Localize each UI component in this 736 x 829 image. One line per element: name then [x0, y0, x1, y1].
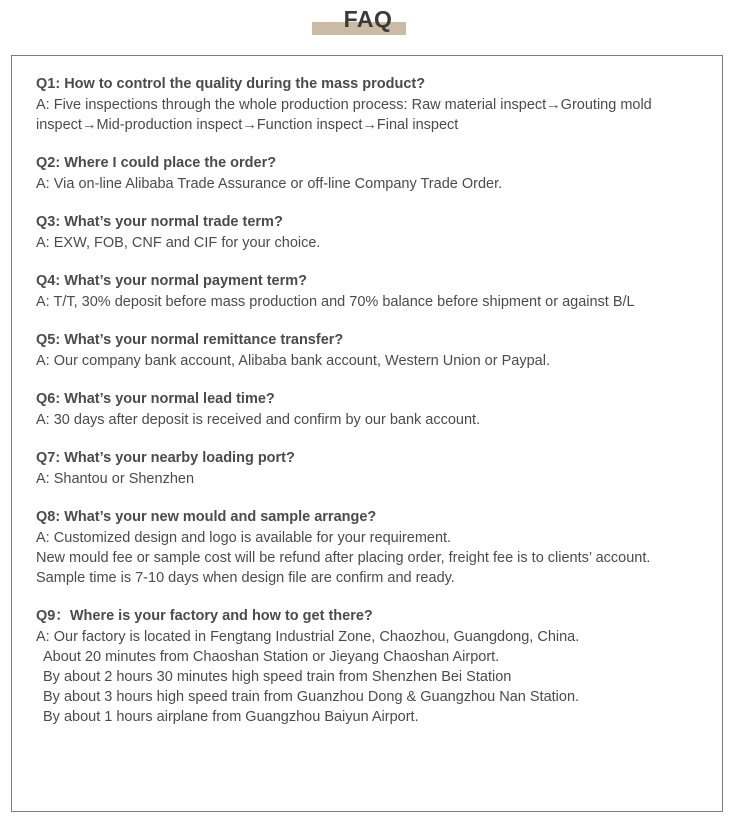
faq-question: Q3: What’s your normal trade term?: [36, 214, 283, 230]
faq-question: Q6: What’s your normal lead time?: [36, 391, 275, 407]
faq-item: [36, 330, 700, 371]
faq-answer: A: EXW, FOB, CNF and CIF for your choice.: [36, 235, 321, 251]
faq-answer: A: T/T, 30% deposit before mass production and 70% balance before shipment or against B/L: [36, 294, 635, 310]
faq-answer: A: Our factory is located in Fengtang Industrial Zone, Chaozhou, Guangdong, China.: [36, 629, 580, 645]
faq-answer: A: Customized design and logo is available for your requirement.: [36, 530, 452, 546]
faq-answer: A: Shantou or Shenzhen: [36, 471, 195, 487]
faq-answer: About 20 minutes from Chaoshan Station or Jieyang Chaoshan Airport.: [43, 649, 500, 665]
faq-list: [36, 74, 700, 727]
faq-answer: New mould fee or sample cost will be refund after placing order, freight fee is to clients’ account.: [36, 550, 651, 566]
faq-question: Q1: How to control the quality during the mass product?: [36, 76, 426, 92]
faq-question: Q9：Where is your factory and how to get there?: [36, 608, 373, 624]
faq-question: Q7: What’s your nearby loading port?: [36, 450, 295, 466]
faq-question: Q8: What’s your new mould and sample arrange?: [36, 509, 377, 525]
faq-answer: A: 30 days after deposit is received and confirm by our bank account.: [36, 412, 481, 428]
faq-answer: A: Five inspections through the whole production process: Raw material inspect→Grouting mold inspect→Mid-production inspect→Function inspect→Final inspect: [36, 97, 656, 133]
faq-item: [36, 507, 700, 588]
faq-item: [36, 448, 700, 489]
faq-item: [36, 74, 700, 135]
page-title-section: [0, 0, 736, 55]
faq-answer: A: Our company bank account, Alibaba bank account, Western Union or Paypal.: [36, 353, 550, 369]
faq-answer: By about 3 hours high speed train from Guanzhou Dong & Guangzhou Nan Station.: [43, 689, 580, 705]
faq-answer: By about 1 hours airplane from Guangzhou Baiyun Airport.: [43, 709, 419, 725]
faq-answer: A: Via on-line Alibaba Trade Assurance or off-line Company Trade Order.: [36, 176, 503, 192]
faq-item: [36, 271, 700, 312]
faq-item: [36, 153, 700, 194]
faq-answer: By about 2 hours 30 minutes high speed train from Shenzhen Bei Station: [43, 669, 512, 685]
faq-content-box: [11, 55, 723, 812]
page-title: FAQ: [343, 6, 393, 32]
faq-answer: Sample time is 7-10 days when design file are confirm and ready.: [36, 570, 455, 586]
faq-item: [36, 212, 700, 253]
faq-item: [36, 389, 700, 430]
faq-question: Q4: What’s your normal payment term?: [36, 273, 307, 289]
faq-question: Q2: Where I could place the order?: [36, 155, 277, 171]
faq-question: Q5: What’s your normal remittance transfer?: [36, 332, 344, 348]
faq-item: [36, 606, 700, 727]
